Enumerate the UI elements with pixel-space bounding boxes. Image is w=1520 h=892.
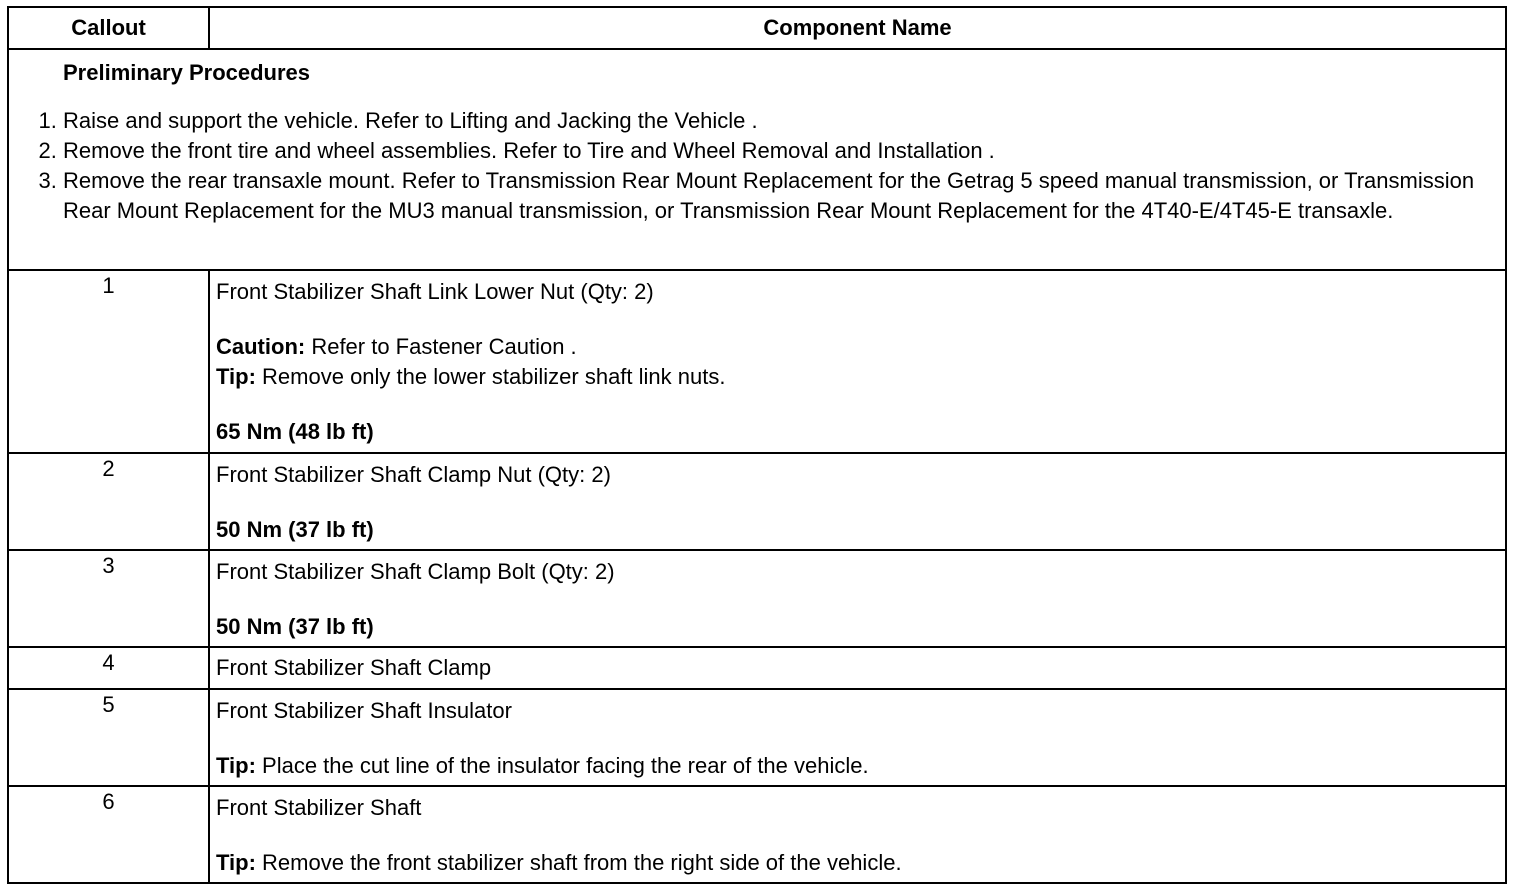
table-row [8,786,1506,883]
tip-text: Remove the front stabilizer shaft from the right side of the vehicle. [255,850,902,875]
preliminary-title: Preliminary Procedures [63,60,311,85]
component-name: Front Stabilizer Shaft Link Lower Nut (Qty: 2) [216,279,654,304]
table-row [8,689,1506,786]
callout-number: 4 [8,647,209,689]
callout-number: 3 [8,550,209,647]
component-name-header: Component Name [209,7,1506,49]
callout-number: 5 [8,689,209,786]
component-cell [209,786,1506,883]
preliminary-step: 2. Remove the front tire and wheel assemblies. Refer to Tire and Wheel Removal and Installation . [63,136,1505,166]
preliminary-procedures [8,49,1506,270]
caution-text: Refer to Fastener Caution . [305,334,577,359]
preliminary-step: 1. Raise and support the vehicle. Refer to Lifting and Jacking the Vehicle . [63,106,1505,136]
component-cell [209,270,1506,453]
preliminary-step: 3. Remove the rear transaxle mount. Refer to Transmission Rear Mount Replacement for the Getrag 5 speed manual transmission, or Transmission Rear Mount Replacement for the MU3 manual transmission, or Transmission Rear Mount Replacement for the 4T40-E/4T45-E transaxle. [63,166,1505,226]
torque-spec: 65 Nm (48 lb ft) [216,419,374,444]
procedure-table [7,6,1507,884]
header-row [8,7,1506,49]
component-cell [209,453,1506,550]
callout-number: 6 [8,786,209,883]
caution-note [216,332,1505,362]
tip-text: Place the cut line of the insulator facing the rear of the vehicle. [255,753,869,778]
tip-note [216,362,1505,392]
caution-label: Caution: [216,334,306,359]
table-row [8,453,1506,550]
tip-label: Tip: [216,753,256,778]
callout-number: 2 [8,453,209,550]
tip-note [216,751,1505,781]
procedure-document [7,6,1507,884]
component-cell [209,550,1506,647]
torque-spec: 50 Nm (37 lb ft) [216,517,374,542]
preliminary-steps [9,106,1505,226]
callout-number: 1 [8,270,209,453]
component-name: Front Stabilizer Shaft [216,795,422,820]
callout-header: Callout [8,7,209,49]
table-row [8,550,1506,647]
torque-spec: 50 Nm (37 lb ft) [216,614,374,639]
tip-text: Remove only the lower stabilizer shaft link nuts. [255,364,726,389]
component-name: Front Stabilizer Shaft Clamp Nut (Qty: 2) [216,462,611,487]
component-cell [209,647,1506,689]
tip-label: Tip: [216,850,256,875]
table-row [8,270,1506,453]
component-name: Front Stabilizer Shaft Clamp [216,655,492,680]
component-name: Front Stabilizer Shaft Clamp Bolt (Qty: 2) [216,559,615,584]
preliminary-row [8,49,1506,270]
component-cell [209,689,1506,786]
tip-note [216,848,1505,878]
table-row [8,647,1506,689]
component-name: Front Stabilizer Shaft Insulator [216,698,512,723]
tip-label: Tip: [216,364,256,389]
